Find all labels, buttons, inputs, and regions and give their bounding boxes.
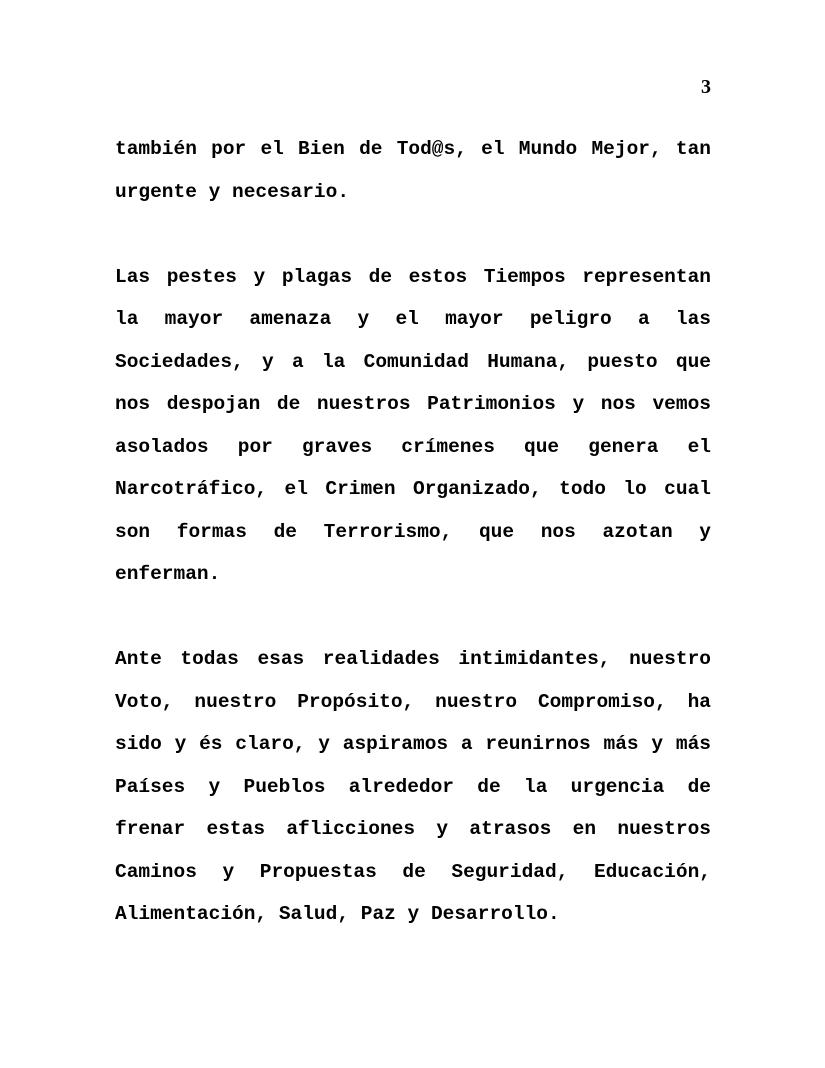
paragraph-1: también por el Bien de Tod@s, el Mundo Mejor, tan urgente y necesario. — [115, 138, 711, 203]
document-body — [115, 128, 711, 978]
page-number: 3 — [701, 76, 711, 98]
paragraph-2: Las pestes y plagas de estos Tiempos representan la mayor amenaza y el mayor peligro a las Sociedades, y a la Comunidad Humana, puesto que nos despojan de nuestros Patrimonios y nos vemos asolados por graves crímenes que genera el Narcotráfico, el Crimen Organizado, todo lo cual son formas de Terrorismo, que nos azotan y enferman. — [115, 265, 711, 585]
paragraph-3: Ante todas esas realidades intimidantes, nuestro Voto, nuestro Propósito, nuestro Compromiso, ha sido y és claro, y aspiramos a reunirnos más y más Países y Pueblos alrededor de la urgencia de frenar estas aflicciones y atrasos en nuestros Caminos y Propuestas de Seguridad, Educación, Alimentación, Salud, Paz y Desarrollo. — [115, 648, 711, 925]
